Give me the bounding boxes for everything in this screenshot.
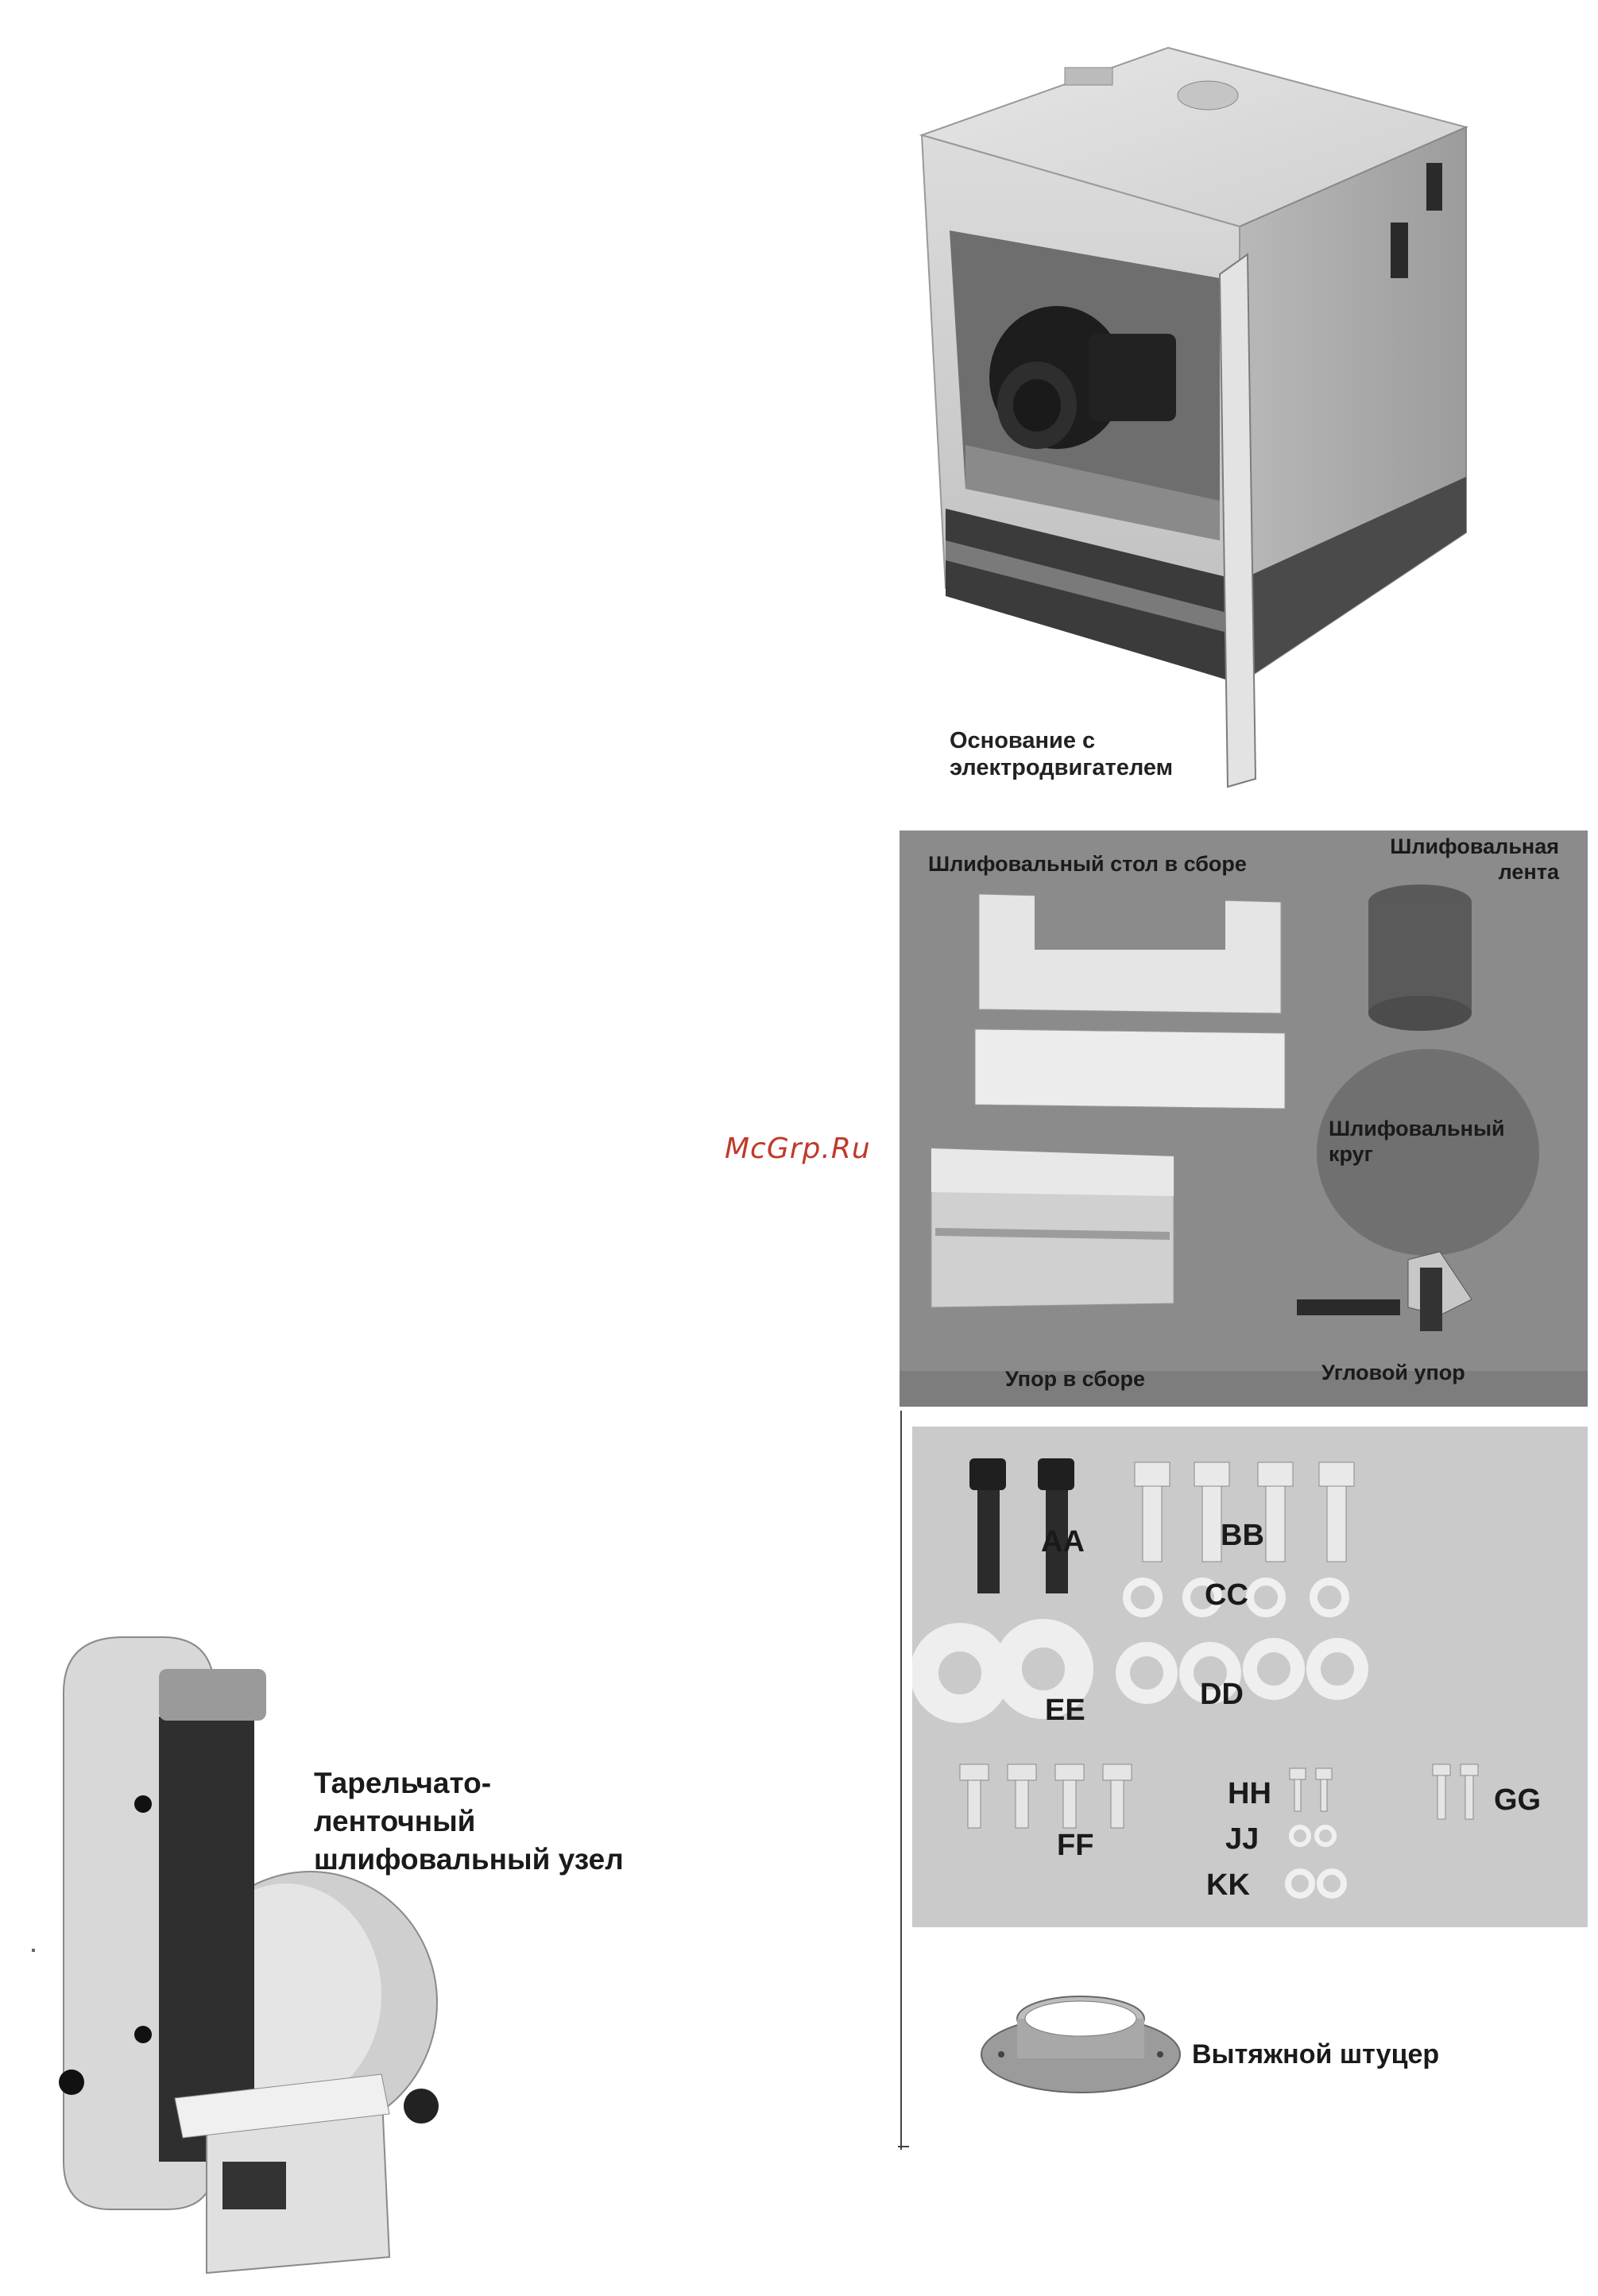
hardware-label-hh: HH (1228, 1777, 1271, 1810)
hardware-label-gg: GG (1494, 1783, 1542, 1817)
hardware-label-kk: KK (1206, 1868, 1250, 1902)
sander-unit-label-line2: ленточный (314, 1805, 476, 1838)
miter-gauge-label: Угловой упор (1321, 1361, 1465, 1384)
hardware-label-dd: DD (1200, 1678, 1244, 1711)
sander-illustration (48, 1605, 667, 2289)
sanding-disc-label (1329, 1117, 1505, 1167)
sander-unit-label-line1: Тарельчато- (314, 1767, 492, 1799)
hardware-label-cc: CC (1205, 1578, 1248, 1612)
base-label-line1: Основание с (950, 728, 1096, 753)
stray-dot (32, 1949, 35, 1952)
base-with-motor-photo (906, 32, 1486, 811)
dust-port-label: Вытяжной штуцер (1192, 2039, 1440, 2069)
sanding-belt-label-line2: лента (1498, 859, 1559, 884)
hardware-label-bb: BB (1221, 1519, 1264, 1552)
sander-unit-label-line3: шлифовальный узел (314, 1843, 624, 1876)
sanding-disc-label-line1: Шлифовальный (1329, 1117, 1505, 1140)
belt-disc-sander-photo (48, 1605, 667, 2289)
watermark-text: McGrp.Ru (725, 1133, 871, 1165)
hardware-label-aa: AA (1041, 1525, 1085, 1558)
hardware-label-ff: FF (1057, 1829, 1094, 1862)
hardware-label-jj: JJ (1225, 1822, 1259, 1856)
page-divider-tick (898, 2146, 909, 2147)
table-assembly-label: Шлифовальный стол в сборе (928, 852, 1247, 876)
sander-unit-label (314, 1764, 624, 1879)
base-cabinet-illustration (906, 32, 1486, 811)
hardware-label-ee: EE (1045, 1694, 1085, 1727)
fence-assembly-label: Упор в сборе (1005, 1367, 1146, 1391)
sanding-belt-label-line1: Шлифовальная (1390, 834, 1559, 858)
base-label-line2: электродвигателем (950, 755, 1174, 781)
sanding-disc-label-line2: круг (1329, 1141, 1373, 1166)
sanding-belt-label (1360, 834, 1559, 885)
page-divider-line (900, 1411, 902, 2150)
base-with-motor-label (950, 727, 1173, 781)
